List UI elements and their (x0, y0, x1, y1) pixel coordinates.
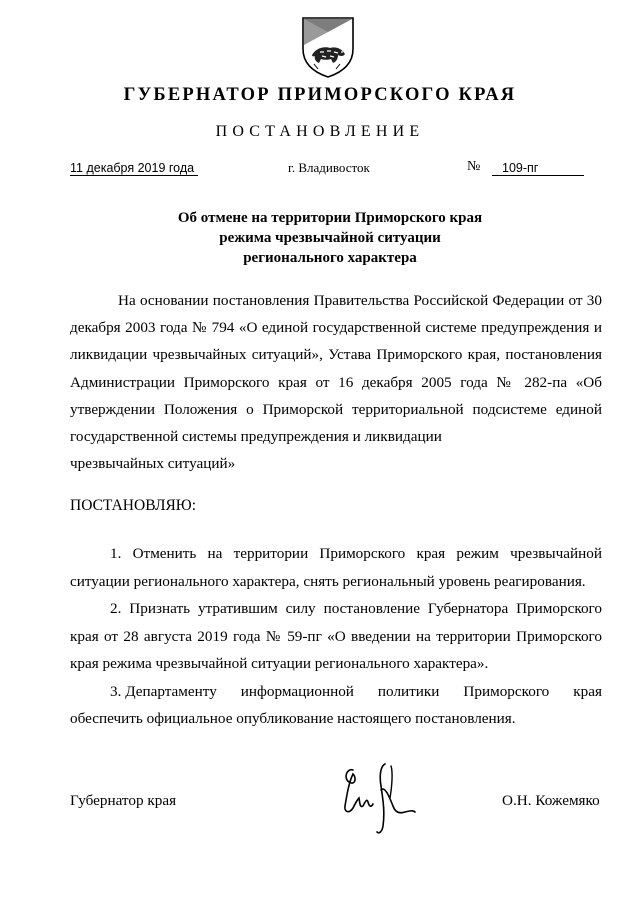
legal-basis-paragraph: На основании постановления Правительства Российской Федерации от 30 декабря 2003 года № 794 «О единой государственной системе предупреждения и ликвидации чрезвычайных ситуаций», Устава Приморского края, постановления Администрации Приморского края от 16 декабря 2005 года № 282-па «Об утверждении Положения о Приморской территориальной подсистеме единой государственной системы предупреждения и ликвидации (70, 292, 602, 446)
decree-heading: ПОСТАНОВЛЯЮ: (70, 497, 197, 514)
date-underline (70, 175, 198, 176)
number-underline (492, 175, 584, 176)
item3-word: Приморского (463, 682, 550, 700)
handwritten-signature (335, 756, 435, 836)
signatory-name: О.Н. Кожемяко (502, 792, 600, 809)
document-city: г. Владивосток (288, 160, 370, 175)
document-date: 11 декабря 2019 года (70, 161, 195, 175)
decree-item-1: 1. Отменить на территории Приморского края режим чрезвычайной ситуации регионального характера, снять региональный уровень реагирования. (70, 545, 602, 590)
subject-line: Об отмене на территории Приморского края (177, 210, 483, 226)
subject-line: режима чрезвычайной ситуации (219, 230, 441, 246)
signatory-position: Губернатор края (70, 792, 177, 809)
subject-line: регионального характера (243, 250, 417, 266)
document-number: 109-пг (502, 161, 539, 175)
decree-items (70, 540, 602, 733)
decree-item-2: 2. Признать утратившим силу постановление Губернатора Приморского края от 28 августа 2019 года № 59-пг «О введении на территории Приморского края режима чрезвычайной ситуации регионального характера». (70, 600, 602, 672)
item3-word: 3. Департаменту (110, 682, 217, 700)
document-subject (120, 208, 540, 268)
legal-basis-last-line: чрезвычайных ситуаций» (70, 455, 236, 472)
decree-item-3-continuation: обеспечить официальное опубликование настоящего постановления. (70, 710, 516, 727)
item3-word: информационной (240, 682, 354, 700)
item3-word: политики (377, 682, 440, 700)
item3-word: края (573, 682, 602, 700)
issuer-title: ГУБЕРНАТОР ПРИМОРСКОГО КРАЯ (123, 85, 517, 105)
number-sign: № (467, 159, 481, 174)
decree-item-3 (70, 678, 602, 733)
document-type: ПОСТАНОВЛЕНИЕ (215, 123, 425, 140)
coat-of-arms-icon (300, 15, 356, 79)
